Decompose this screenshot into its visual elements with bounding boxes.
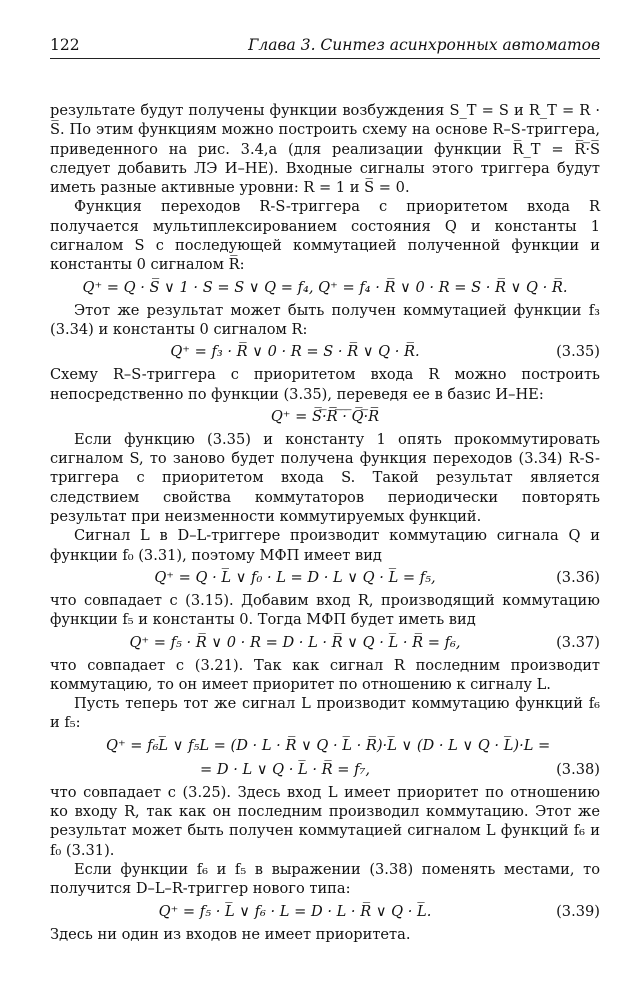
- page-body: [50, 101, 600, 944]
- book-page: [50, 36, 600, 944]
- equation-3-36: [50, 567, 600, 588]
- equation-number: (3.37): [556, 633, 600, 651]
- running-header: [50, 36, 600, 59]
- equation-number: (3.39): [556, 902, 600, 920]
- paragraph-9: Пусть теперь тот же сигнал L производит коммутацию функций f₆ и f₅:: [50, 695, 600, 732]
- equation-formula: = D · L ∨ Q · L̅ · R̅ = f₇,: [200, 760, 371, 778]
- equation-unnumbered-2: [50, 406, 600, 427]
- equation-number: (3.36): [556, 568, 600, 586]
- chapter-title: Глава 3. Синтез асинхронных автоматов: [248, 36, 600, 54]
- equation-formula: Q⁺ = Q · L̅ ∨ f₀ · L = D · L ∨ Q · L̅ = f₅,: [154, 568, 436, 586]
- paragraph-8: что совпадает с (3.21). Так как сигнал R последним производит коммутацию, то он имеет приоритет по отношению к сигналу L.: [50, 656, 600, 693]
- page-number: 122: [50, 36, 80, 54]
- paragraph-5: Если функцию (3.35) и константу 1 опять прокоммутировать сигналом S, то заново будет получена функция переходов (3.34) R-S-триггера с приоритетом входа S. Такой результат является следствием свойства коммутаторов периодически повторять результат при неизменности коммутируемых функций.: [50, 430, 600, 526]
- equation-formula: Q⁺ = f₆L̅ ∨ f₅L = (D · L · R̅ ∨ Q · L̅ · R̅)·L̅ ∨ (D · L ∨ Q · L̅)·L =: [106, 736, 551, 754]
- equation-number: (3.38): [556, 760, 600, 778]
- paragraph-7: что совпадает с (3.15). Добавим вход R, производящий коммутацию функции f₅ и константы 0. Тогда МФП будет иметь вид: [50, 591, 600, 629]
- paragraph-11: Если функции f₆ и f₅ в выражении (3.38) поменять местами, то получится D–L–R-триггер нового типа:: [50, 860, 600, 898]
- equation-3-38-line-1: [50, 735, 600, 756]
- equation-number: (3.35): [556, 343, 600, 361]
- paragraph-12: Здесь ни один из входов не имеет приоритета.: [50, 925, 411, 943]
- equation-3-38-line-2: [50, 759, 600, 780]
- equation-formula: Q⁺ = S̅·̅R̅̅ ̅·̅ ̅Q̅·̅R̅̅: [270, 407, 380, 425]
- paragraph-6: Сигнал L в D–L-триггере производит коммутацию сигнала Q и функции f₀ (3.31), поэтому МФП имеет вид: [50, 527, 600, 564]
- equation-3-35: [50, 341, 600, 362]
- paragraph-4: Схему R–S-триггера с приоритетом входа R можно построить непосредственно по функции (3.35), переведя ее в базис И–НЕ:: [50, 366, 600, 403]
- equation-3-37: [50, 632, 600, 653]
- paragraph-1: результате будут получены функции возбуждения S_T = S и R_T = R · S̅. По этим функциям можно построить схему на основе R–S-триггера, приведенного на рис. 3.4,а (для реализации функции R̅_T = R̅·̅S̅ следует добавить ЛЭ И–НЕ). Входные сигналы этого триггера будут иметь разные активные уровни: R = 1 и S̅ = 0.: [50, 102, 600, 197]
- equation-formula: Q⁺ = f₅ · R̅ ∨ 0 · R = D · L · R̅ ∨ Q · L̅ · R̅ = f₆,: [129, 633, 461, 651]
- equation-unnumbered-1: [50, 277, 600, 298]
- paragraph-2: Функция переходов R-S-триггера с приоритетом входа R получается мультиплексированием состояния Q и константы 1 сигналом S с последующей коммутацией полученной функции и константы 0 сигналом R̅:: [50, 198, 600, 274]
- equation-3-39: [50, 901, 600, 922]
- paragraph-3: Этот же результат может быть получен коммутацией функции f₃ (3.34) и константы 0 сигналом R:: [50, 301, 600, 338]
- equation-formula: Q⁺ = f₅ · L̅ ∨ f₆ · L = D · L · R̅ ∨ Q · L̅.: [158, 902, 432, 920]
- equation-formula: Q⁺ = f₃ · R̅ ∨ 0 · R = S · R̅ ∨ Q · R̅.: [170, 343, 420, 361]
- paragraph-10: что совпадает с (3.25). Здесь вход L имеет приоритет по отношению ко входу R, так как он последним производил коммутацию. Этот же результат может быть получен коммутацией сигналом L функций f₆ и f₀ (3.31).: [50, 783, 600, 859]
- equation-formula: Q⁺ = Q · S̅ ∨ 1 · S = S ∨ Q = f₄, Q⁺ = f₄ · R̅ ∨ 0 · R = S · R̅ ∨ Q · R̅.: [82, 278, 568, 296]
